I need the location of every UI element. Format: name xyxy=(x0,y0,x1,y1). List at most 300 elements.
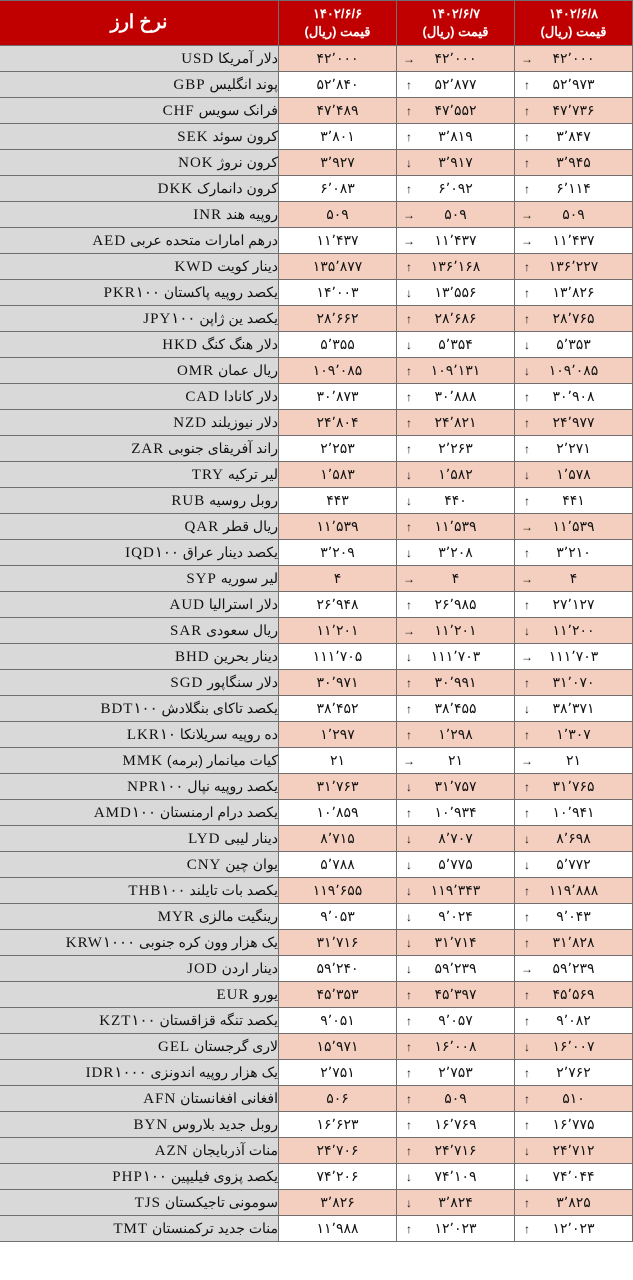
price-cell-d7 xyxy=(397,904,515,930)
arrow-down-icon: ↓ xyxy=(524,363,530,378)
currency-name: دلار نیوزیلند xyxy=(210,413,278,430)
price-cell-d6 xyxy=(279,800,397,826)
arrow-down-icon: ↓ xyxy=(406,909,412,924)
price-cell-d8 xyxy=(515,774,633,800)
price-cell-d6 xyxy=(279,1164,397,1190)
price-value: ۲۱ xyxy=(329,752,346,768)
price-value: ۳۱٬۷۵۷ xyxy=(434,778,477,794)
arrow-up-icon: ↑ xyxy=(406,987,412,1002)
price-cell-d8 xyxy=(515,384,633,410)
price-value: ۱۴٬۰۰۳ xyxy=(316,284,359,300)
table-row xyxy=(0,1086,633,1112)
arrow-up-icon: ↑ xyxy=(524,909,530,924)
currency-code: RUB xyxy=(171,492,206,509)
arrow-down-icon: ↓ xyxy=(524,467,530,482)
arrow-down-icon: ↓ xyxy=(406,1195,412,1210)
arrow-up-icon: ↑ xyxy=(406,181,412,196)
price-cell-d7 xyxy=(397,566,515,592)
price-value: ۲٬۷۵۱ xyxy=(320,1064,355,1080)
arrow-up-icon: ↑ xyxy=(524,441,530,456)
currency-code: AFN xyxy=(143,1090,177,1107)
arrow-down-icon: ↓ xyxy=(406,155,412,170)
price-cell-d8 xyxy=(515,566,633,592)
price-value: ۱۰۹٬۰۸۵ xyxy=(312,362,363,378)
arrow-up-icon: ↑ xyxy=(524,181,530,196)
table-row xyxy=(0,670,633,696)
price-cell-d7 xyxy=(397,852,515,878)
price-cell-d8 xyxy=(515,1190,633,1216)
currency-code: TJS xyxy=(134,1194,161,1211)
price-cell-d7 xyxy=(397,1138,515,1164)
table-row xyxy=(0,826,633,852)
price-value: ۳٬۲۰۹ xyxy=(320,544,355,560)
price-value: ۵۰۶ xyxy=(326,1090,349,1106)
table-body xyxy=(0,46,633,1242)
currency-code: CNY xyxy=(186,856,222,873)
table-row xyxy=(0,1112,633,1138)
price-value: ۵۰۹ xyxy=(444,206,467,222)
price-value: ۳۰٬۹۹۱ xyxy=(434,674,477,690)
price-value: ۵٬۳۵۵ xyxy=(320,336,355,352)
currency-code: TRY xyxy=(191,466,224,483)
price-value: ۳٬۸۱۹ xyxy=(438,128,473,144)
arrow-down-icon: ↓ xyxy=(406,961,412,976)
price-cell-d7 xyxy=(397,540,515,566)
price-cell-d6 xyxy=(279,644,397,670)
table-row xyxy=(0,592,633,618)
price-value: ۱۱٬۴۳۷ xyxy=(316,232,359,248)
price-value: ۱٬۵۸۲ xyxy=(438,466,473,482)
currency-code: BHD xyxy=(174,648,210,665)
price-value: ۳٬۸۲۴ xyxy=(438,1194,473,1210)
price-cell-d7 xyxy=(397,592,515,618)
price-value: ۳۱٬۰۷۰ xyxy=(552,674,595,690)
arrow-down-icon: ↓ xyxy=(406,649,412,664)
price-cell-d6 xyxy=(279,722,397,748)
price-value: ۱۳۶٬۲۲۷ xyxy=(548,258,599,274)
currency-name: کرون دانمارک xyxy=(197,179,278,196)
currency-name: راند آفریقای جنوبی xyxy=(168,439,278,456)
arrow-down-icon: ↓ xyxy=(524,857,530,872)
currency-name-cell xyxy=(0,280,279,306)
price-value: ۸٬۶۹۸ xyxy=(556,830,591,846)
arrow-up-icon: ↑ xyxy=(524,545,530,560)
currency-name: دینار لیبی xyxy=(224,829,278,846)
price-value: ۲۸٬۶۸۶ xyxy=(434,310,477,326)
arrow-up-icon: ↑ xyxy=(406,389,412,404)
currency-name: دلار سنگاپور xyxy=(207,673,278,690)
price-value: ۴۴۳ xyxy=(326,492,349,508)
table-row xyxy=(0,202,633,228)
arrow-up-icon: ↑ xyxy=(524,597,530,612)
price-value: ۳٬۸۴۷ xyxy=(556,128,591,144)
arrow-flat-icon: → xyxy=(403,623,415,638)
price-value: ۲۴٬۸۲۱ xyxy=(434,414,477,430)
price-cell-d8 xyxy=(515,1138,633,1164)
currency-name: یورو xyxy=(253,985,278,1002)
price-cell-d6 xyxy=(279,150,397,176)
price-cell-d7 xyxy=(397,956,515,982)
arrow-up-icon: ↑ xyxy=(524,779,530,794)
price-cell-d6 xyxy=(279,176,397,202)
currency-name: یکصد بات تایلند xyxy=(189,882,278,898)
currency-code: USD xyxy=(181,50,215,67)
arrow-up-icon: ↑ xyxy=(524,1221,530,1236)
price-cell-d8 xyxy=(515,124,633,150)
price-value: ۱۱۱٬۷۰۳ xyxy=(430,648,481,664)
currency-code: PKR۱۰۰ xyxy=(103,285,160,301)
price-value: ۱۶٬۰۰۸ xyxy=(434,1038,477,1054)
table-row xyxy=(0,358,633,384)
price-value: ۲۶٬۹۴۸ xyxy=(316,596,359,612)
currency-name-cell xyxy=(0,982,279,1008)
arrow-up-icon: ↑ xyxy=(524,1013,530,1028)
table-row xyxy=(0,644,633,670)
price-value: ۴۴۱ xyxy=(562,492,585,508)
price-cell-d6 xyxy=(279,1112,397,1138)
price-value: ۱۶٬۰۰۷ xyxy=(552,1038,595,1054)
table-row xyxy=(0,228,633,254)
arrow-flat-icon: → xyxy=(521,207,533,222)
header-date-3: ۱۴۰۲/۶/۶ xyxy=(312,6,363,22)
currency-name: دینار اردن xyxy=(221,959,278,976)
price-cell-d8 xyxy=(515,98,633,124)
price-cell-d8 xyxy=(515,488,633,514)
price-cell-d8 xyxy=(515,852,633,878)
currency-code: GBP xyxy=(173,76,206,93)
currency-name-cell xyxy=(0,436,279,462)
arrow-up-icon: ↑ xyxy=(524,1065,530,1080)
price-cell-d8 xyxy=(515,1112,633,1138)
arrow-up-icon: ↑ xyxy=(406,805,412,820)
arrow-up-icon: ↑ xyxy=(524,727,530,742)
price-cell-d6 xyxy=(279,514,397,540)
currency-code: HKD xyxy=(162,336,198,353)
price-value: ۶٬۰۹۲ xyxy=(438,180,473,196)
price-cell-d6 xyxy=(279,670,397,696)
price-value: ۲۴٬۷۱۲ xyxy=(552,1142,595,1158)
price-cell-d6 xyxy=(279,982,397,1008)
arrow-down-icon: ↓ xyxy=(406,467,412,482)
arrow-up-icon: ↑ xyxy=(406,727,412,742)
arrow-up-icon: ↑ xyxy=(524,805,530,820)
price-value: ۱۱٬۲۰۱ xyxy=(434,622,477,638)
price-value: ۱۵٬۹۷۱ xyxy=(316,1038,359,1054)
currency-name-cell xyxy=(0,1086,279,1112)
arrow-up-icon: ↑ xyxy=(406,363,412,378)
arrow-up-icon: ↑ xyxy=(524,415,530,430)
arrow-up-icon: ↑ xyxy=(406,1039,412,1054)
arrow-flat-icon: → xyxy=(403,753,415,768)
price-cell-d6 xyxy=(279,462,397,488)
table-row xyxy=(0,488,633,514)
price-cell-d8 xyxy=(515,306,633,332)
price-cell-d6 xyxy=(279,878,397,904)
table-row xyxy=(0,46,633,72)
header-unit-2: قیمت (ریال) xyxy=(422,24,489,39)
arrow-up-icon: ↑ xyxy=(524,285,530,300)
currency-name: یک هزار وون کره جنوبی xyxy=(139,934,278,950)
arrow-down-icon: ↓ xyxy=(406,883,412,898)
arrow-up-icon: ↑ xyxy=(524,1091,530,1106)
arrow-flat-icon: → xyxy=(403,233,415,248)
price-cell-d7 xyxy=(397,358,515,384)
price-value: ۱۶٬۶۲۳ xyxy=(316,1116,359,1132)
currency-code: GEL xyxy=(158,1038,191,1055)
arrow-down-icon: ↓ xyxy=(524,1169,530,1184)
price-value: ۳٬۹۱۷ xyxy=(438,154,473,170)
price-cell-d6 xyxy=(279,98,397,124)
table-row xyxy=(0,306,633,332)
price-value: ۵۰۹ xyxy=(562,206,585,222)
table-row xyxy=(0,1008,633,1034)
currency-code: BYN xyxy=(133,1116,169,1133)
currency-name: رینگیت مالزی xyxy=(198,907,278,924)
arrow-up-icon: ↑ xyxy=(406,259,412,274)
price-value: ۹٬۰۵۷ xyxy=(438,1012,473,1028)
table-row xyxy=(0,98,633,124)
currency-code: CHF xyxy=(162,102,195,119)
currency-name-cell xyxy=(0,852,279,878)
price-value: ۵۹٬۲۳۹ xyxy=(434,960,477,976)
arrow-up-icon: ↑ xyxy=(524,675,530,690)
price-cell-d8 xyxy=(515,46,633,72)
arrow-down-icon: ↓ xyxy=(524,1143,530,1158)
price-cell-d8 xyxy=(515,618,633,644)
table-row xyxy=(0,774,633,800)
currency-name-cell xyxy=(0,332,279,358)
price-value: ۱۱۱٬۷۰۳ xyxy=(548,648,599,664)
currency-name: یکصد دینار عراق xyxy=(182,544,278,560)
currency-code: AED xyxy=(92,232,127,249)
arrow-up-icon: ↑ xyxy=(524,311,530,326)
price-value: ۳٬۲۱۰ xyxy=(556,544,591,560)
price-cell-d7 xyxy=(397,202,515,228)
arrow-up-icon: ↑ xyxy=(524,389,530,404)
currency-code: JPY۱۰۰ xyxy=(143,311,196,327)
table-row xyxy=(0,150,633,176)
price-cell-d6 xyxy=(279,1034,397,1060)
price-value: ۶٬۰۸۳ xyxy=(320,180,355,196)
currency-code: NZD xyxy=(173,414,208,431)
price-value: ۴۷٬۷۳۶ xyxy=(552,102,595,118)
price-value: ۳۱٬۷۱۶ xyxy=(316,934,359,950)
price-cell-d7 xyxy=(397,644,515,670)
arrow-down-icon: ↓ xyxy=(524,831,530,846)
table-row xyxy=(0,280,633,306)
currency-code: SGD xyxy=(170,674,204,691)
currency-name-cell xyxy=(0,748,279,774)
currency-name: یوان چین xyxy=(225,855,278,872)
price-cell-d6 xyxy=(279,592,397,618)
price-cell-d7 xyxy=(397,176,515,202)
table-row xyxy=(0,696,633,722)
price-cell-d7 xyxy=(397,1060,515,1086)
table-row xyxy=(0,904,633,930)
price-value: ۵۲٬۸۷۷ xyxy=(434,76,477,92)
currency-name: منات جدید ترکمنستان xyxy=(151,1219,278,1236)
currency-code: TMT xyxy=(113,1220,149,1237)
currency-code: IDR۱۰۰۰ xyxy=(85,1065,147,1081)
table-row xyxy=(0,748,633,774)
arrow-up-icon: ↑ xyxy=(406,597,412,612)
price-cell-d6 xyxy=(279,306,397,332)
currency-name-cell xyxy=(0,800,279,826)
price-cell-d6 xyxy=(279,202,397,228)
price-cell-d8 xyxy=(515,280,633,306)
price-cell-d6 xyxy=(279,1138,397,1164)
table-row xyxy=(0,1034,633,1060)
currency-code: NPR۱۰۰ xyxy=(127,779,184,795)
arrow-flat-icon: → xyxy=(403,51,415,66)
price-cell-d7 xyxy=(397,1034,515,1060)
arrow-up-icon: ↑ xyxy=(406,701,412,716)
currency-name: دلار آمریکا xyxy=(218,49,278,66)
currency-name-cell xyxy=(0,1164,279,1190)
price-value: ۳۰٬۸۷۳ xyxy=(316,388,359,404)
price-value: ۸٬۷۱۵ xyxy=(320,830,355,846)
price-cell-d7 xyxy=(397,1190,515,1216)
arrow-up-icon: ↑ xyxy=(406,1221,412,1236)
price-cell-d6 xyxy=(279,1008,397,1034)
price-cell-d8 xyxy=(515,592,633,618)
arrow-up-icon: ↑ xyxy=(406,1143,412,1158)
price-cell-d8 xyxy=(515,1164,633,1190)
price-value: ۳۱٬۷۱۴ xyxy=(434,934,477,950)
table-row xyxy=(0,1164,633,1190)
arrow-down-icon: ↓ xyxy=(406,831,412,846)
price-cell-d8 xyxy=(515,904,633,930)
price-cell-d6 xyxy=(279,930,397,956)
header-date-2: ۱۴۰۲/۶/۷ xyxy=(430,6,481,22)
price-value: ۲۱ xyxy=(447,752,464,768)
price-value: ۱۱۹٬۳۴۳ xyxy=(430,882,481,898)
price-value: ۱۶٬۷۶۹ xyxy=(434,1116,477,1132)
arrow-up-icon: ↑ xyxy=(524,77,530,92)
price-value: ۱۳٬۸۲۶ xyxy=(552,284,595,300)
price-value: ۴ xyxy=(333,570,342,586)
price-cell-d7 xyxy=(397,488,515,514)
price-cell-d8 xyxy=(515,228,633,254)
price-value: ۳٬۹۴۵ xyxy=(556,154,591,170)
arrow-down-icon: ↓ xyxy=(406,493,412,508)
currency-name: ریال عمان xyxy=(218,361,278,378)
price-cell-d7 xyxy=(397,254,515,280)
price-cell-d7 xyxy=(397,514,515,540)
arrow-up-icon: ↑ xyxy=(406,675,412,690)
arrow-up-icon: ↑ xyxy=(524,987,530,1002)
price-value: ۴۷٬۴۸۹ xyxy=(316,102,359,118)
currency-name-cell xyxy=(0,696,279,722)
currency-name-cell xyxy=(0,1008,279,1034)
arrow-down-icon: ↓ xyxy=(524,1039,530,1054)
price-value: ۳۱٬۷۶۳ xyxy=(316,778,359,794)
price-cell-d6 xyxy=(279,774,397,800)
table-row xyxy=(0,384,633,410)
table-row xyxy=(0,982,633,1008)
price-value: ۱۱٬۲۰۰ xyxy=(552,622,595,638)
currency-code: IQD۱۰۰ xyxy=(125,545,179,561)
price-value: ۹٬۰۸۲ xyxy=(556,1012,591,1028)
price-cell-d6 xyxy=(279,410,397,436)
price-value: ۱۰٬۸۵۹ xyxy=(316,804,359,820)
price-cell-d7 xyxy=(397,1008,515,1034)
currency-name-cell xyxy=(0,358,279,384)
price-cell-d8 xyxy=(515,358,633,384)
price-value: ۵٬۳۵۳ xyxy=(556,336,591,352)
price-cell-d7 xyxy=(397,618,515,644)
price-value: ۵٬۷۷۵ xyxy=(438,856,473,872)
arrow-up-icon: ↑ xyxy=(406,415,412,430)
price-cell-d7 xyxy=(397,280,515,306)
currency-name: ریال قطر xyxy=(223,517,278,534)
price-cell-d6 xyxy=(279,618,397,644)
currency-code: MYR xyxy=(157,908,195,925)
price-cell-d8 xyxy=(515,72,633,98)
table-row xyxy=(0,618,633,644)
currency-name-cell xyxy=(0,46,279,72)
price-cell-d7 xyxy=(397,982,515,1008)
price-value: ۱۱٬۵۳۹ xyxy=(316,518,359,534)
arrow-up-icon: ↑ xyxy=(406,441,412,456)
price-value: ۴۲٬۰۰۰ xyxy=(316,50,359,66)
header-unit-3: قیمت (ریال) xyxy=(304,24,371,39)
currency-name-cell xyxy=(0,98,279,124)
arrow-down-icon: ↓ xyxy=(406,1169,412,1184)
arrow-up-icon: ↑ xyxy=(524,493,530,508)
price-value: ۵۰۹ xyxy=(326,206,349,222)
currency-name: روبل روسیه xyxy=(209,491,278,508)
header-date-col-3 xyxy=(279,1,397,46)
currency-name: روپیه هند xyxy=(226,205,278,222)
table-row xyxy=(0,462,633,488)
price-cell-d8 xyxy=(515,1034,633,1060)
currency-name: یکصد روپیه پاکستان xyxy=(163,284,278,300)
currency-code: ZAR xyxy=(131,440,165,457)
price-cell-d7 xyxy=(397,722,515,748)
price-value: ۳۱٬۸۲۸ xyxy=(552,934,595,950)
price-cell-d6 xyxy=(279,566,397,592)
currency-name-cell xyxy=(0,592,279,618)
currency-code: PHP۱۰۰ xyxy=(112,1169,167,1185)
currency-name: لاری گرجستان xyxy=(194,1037,278,1054)
price-cell-d7 xyxy=(397,748,515,774)
table-row xyxy=(0,72,633,98)
price-cell-d8 xyxy=(515,644,633,670)
table-row xyxy=(0,254,633,280)
price-cell-d6 xyxy=(279,72,397,98)
currency-code: AUD xyxy=(169,596,206,613)
price-cell-d7 xyxy=(397,930,515,956)
currency-name: یکصد تاکای بنگلادش xyxy=(161,700,278,716)
price-value: ۵۱۰ xyxy=(562,1090,585,1106)
price-value: ۲۴٬۹۷۷ xyxy=(552,414,595,430)
arrow-flat-icon: → xyxy=(521,753,533,768)
currency-name: دلار استرالیا xyxy=(208,595,278,612)
price-cell-d7 xyxy=(397,1164,515,1190)
currency-name-cell xyxy=(0,1112,279,1138)
table-row xyxy=(0,1138,633,1164)
currency-name: لیر ترکیه xyxy=(227,465,278,482)
currency-code: AZN xyxy=(154,1142,189,1159)
arrow-down-icon: ↓ xyxy=(406,545,412,560)
price-cell-d8 xyxy=(515,956,633,982)
currency-name-cell xyxy=(0,72,279,98)
price-value: ۲۸٬۶۶۲ xyxy=(316,310,359,326)
price-cell-d7 xyxy=(397,384,515,410)
price-cell-d7 xyxy=(397,410,515,436)
price-cell-d8 xyxy=(515,462,633,488)
